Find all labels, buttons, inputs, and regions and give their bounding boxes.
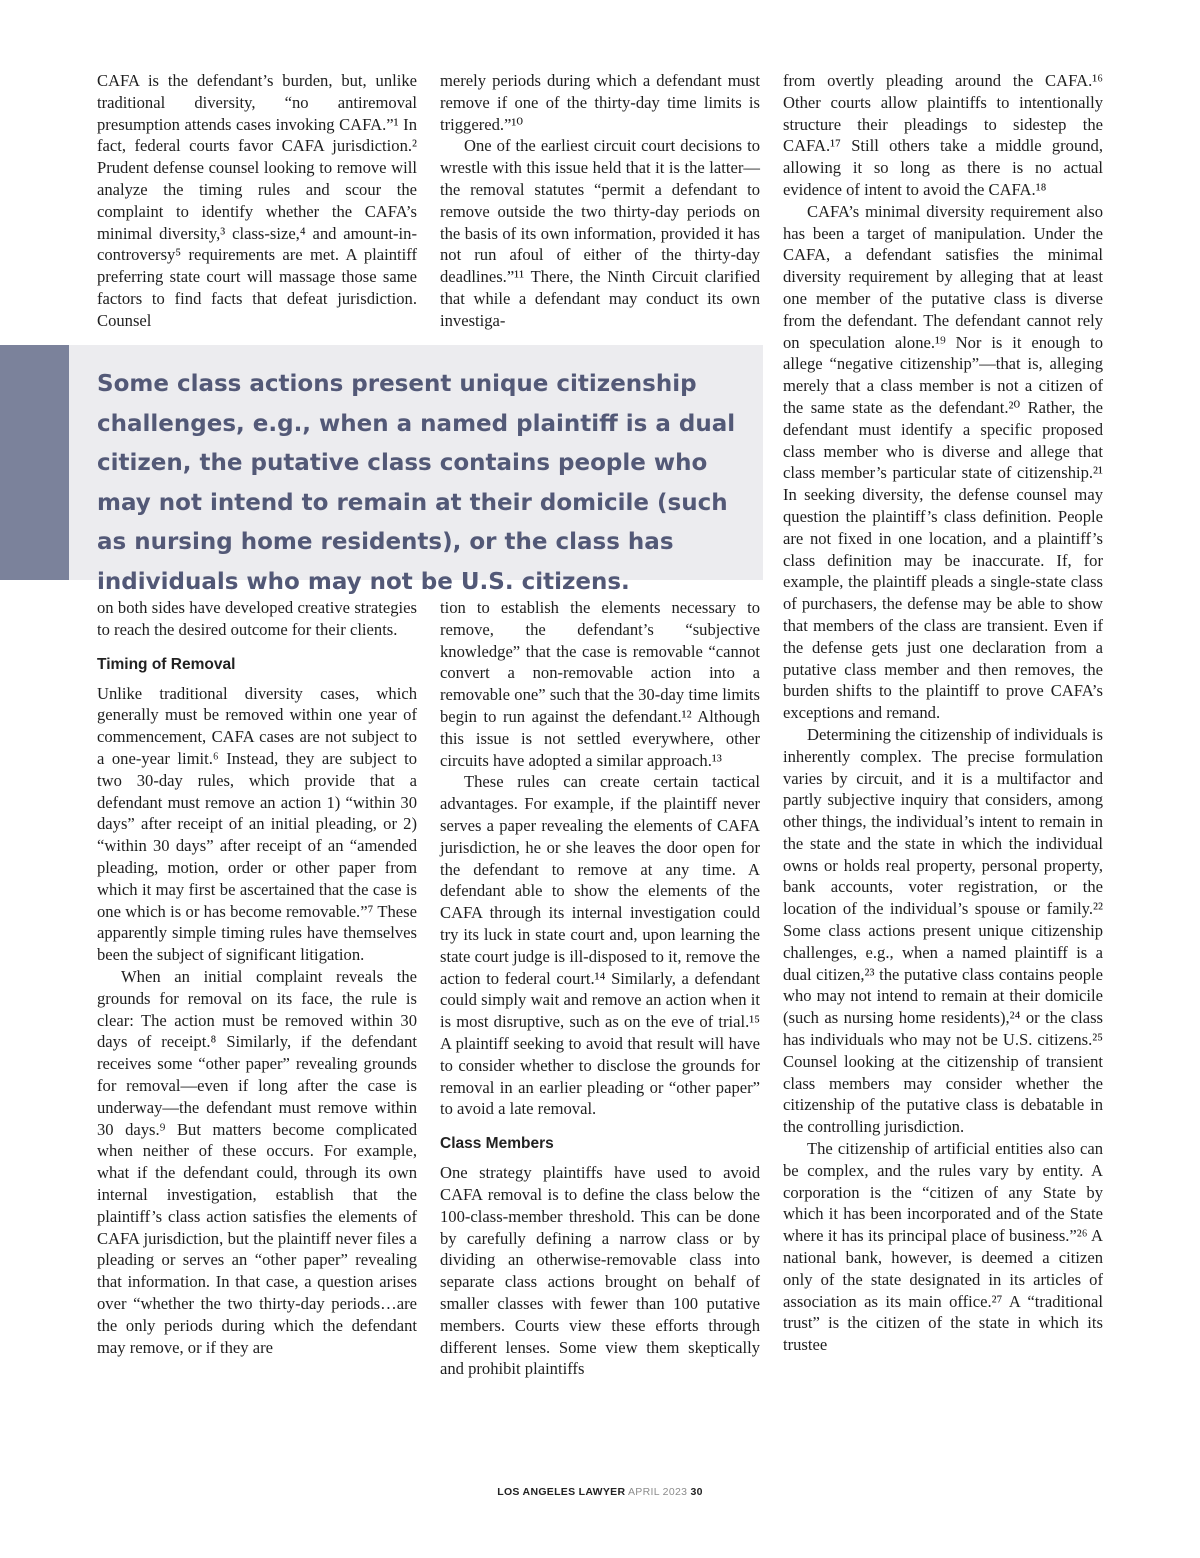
page-number: 30 bbox=[690, 1486, 703, 1498]
issue-date: APRIL 2023 bbox=[628, 1486, 688, 1498]
column-3 bbox=[783, 70, 1103, 1356]
paragraph: from overtly pleading around the CAFA.¹⁶ Other courts allow plaintiffs to intentionally structure their pleadings to sidestep the CAFA.¹⁷ Still others take a middle ground, allowing it so long as there is no actual evidence of intent to avoid the CAFA.¹⁸ bbox=[783, 71, 1103, 199]
paragraph: merely periods during which a defendant must remove if one of the thirty-day time limits is triggered.”¹⁰ bbox=[440, 71, 760, 134]
page-footer bbox=[0, 1486, 1200, 1498]
column-1-bottom bbox=[97, 597, 417, 1358]
paragraph: The citizenship of artificial entities also can be complex, and the rules vary by entity. A corporation is the “citizen of any State by which it has been incorporated and of the State where it has its principal place of business.”²⁶ A national bank, however, is deemed a citizen only of the state designated in its articles of association as its main office.²⁷ A “traditional trust” is the citizen of the state in which its trustee bbox=[783, 1139, 1103, 1355]
column-2-top bbox=[440, 70, 760, 332]
paragraph: These rules can create certain tactical advantages. For example, if the plaintiff never serves a paper revealing the elements of CAFA jurisdiction, he or she leaves the door open for the defendant to remove at any time. A defendant able to show the elements of the CAFA through its internal investigation could try its luck in state court and, upon learning the state court judge is ill-disposed to it, remove the action to federal court.¹⁴ Similarly, a defendant could simply wait and remove an action when it is most disruptive, such as on the eve of trial.¹⁵ A plaintiff seeking to avoid that result will have to consider whether to disclose the grounds for removal in an earlier pleading or “other paper” to avoid a late removal. bbox=[440, 772, 760, 1119]
column-2-bottom bbox=[440, 597, 760, 1380]
paragraph: One of the earliest circuit court decisions to wrestle with this issue held that it is the latter—the removal statutes “permit a defendant to remove outside the two thirty-day periods on the basis of its own information, provided it has not run afoul of either of the thirty-day deadlines.”¹¹ There, the Ninth Circuit clarified that while a defendant may conduct its own investiga- bbox=[440, 136, 760, 330]
paragraph: CAFA’s minimal diversity requirement also has been a target of manipulation. Under the CAFA, a defendant satisfies the minimal diversity requirement by alleging that at least one member of the putative class is diverse from the defendant. The defendant cannot rely on speculation alone.¹⁹ Nor is it enough to allege “negative citizenship”—that is, alleging merely that a class member is not a citizen of the same state as the defendant.²⁰ Rather, the defendant must identify a specific proposed class member who is diverse and allege that class member’s particular state of citizenship.²¹ In seeking diversity, the defense counsel may question the plaintiff’s class definition. People are not fixed in one location, and a plaintiff’s class definition may be inaccurate. If, for example, the plaintiff pleads a single-state class of purchasers, the defense may be able to show that members of the class are transient. Even if the defense gets just one declaration from a putative class member and then removes, the burden shifts to the plaintiff to prove CAFA’s exceptions and remand. bbox=[783, 201, 1103, 723]
column-1-top bbox=[97, 70, 417, 332]
paragraph: One strategy plaintiffs have used to avoid CAFA removal is to define the class below the 100-class-member threshold. This can be done by carefully defining a narrow class or by dividing an otherwise-removable class into separate class actions brought on behalf of smaller classes with fewer than 100 putative members. Courts view these efforts through different lenses. Some view them skeptically and prohibit plaintiffs bbox=[440, 1163, 760, 1379]
paragraph: tion to establish the elements necessary to remove, the defendant’s “subjective knowledge” that the case is removable “cannot convert a non-removable action into a removable one” such that the 30-day time limits begin to run against the defendant.¹² Although this issue is not settled everywhere, other circuits have adopted a similar approach.¹³ bbox=[440, 598, 760, 770]
paragraph: CAFA is the defendant’s burden, but, unlike traditional diversity, “no antiremoval presumption attends cases invoking CAFA.”¹ In fact, federal courts favor CAFA jurisdiction.² Prudent defense counsel looking to remove will analyze the timing rules and scour the complaint to identify whether the CAFA’s minimal diversity,³ class-size,⁴ and amount-in-controversy⁵ requirements are met. A plaintiff preferring state court will massage those same factors to find facts that defeat jurisdiction. Counsel bbox=[97, 71, 417, 330]
paragraph: When an initial complaint reveals the grounds for removal on its face, the rule is clear: The action must be removed within 30 days of receipt.⁸ Similarly, if the defendant receives some “other paper” revealing grounds for removal—even if long after the case is underway—the defendant must remove within 30 days.⁹ But matters become complicated when neither of these occurs. For example, what if the defendant could, through its own internal investigation, establish that the plaintiff’s class action satisfies the elements of CAFA jurisdiction, but the plaintiff never files a pleading or serves an “other paper” revealing that information. In that case, a question arises over “whether the two thirty-day periods…are the only periods during which the defendant may remove, or if they are bbox=[97, 966, 417, 1357]
pull-quote-accent-bar bbox=[0, 345, 69, 580]
paragraph: Unlike traditional diversity cases, which generally must be removed within one year of commencement, CAFA cases are not subject to a one-year limit.⁶ Instead, they are subject to two 30-day rules, which provide that a defendant must remove an action 1) “within 30 days” after receipt of an initial pleading, or 2) “within 30 days” after receipt of an “amended pleading, motion, order or other paper from which it may first be ascertained that the case is one which is or has become removable.”⁷ These apparently simple timing rules have themselves been the subject of significant litigation. bbox=[97, 683, 417, 965]
paragraph: Determining the citizenship of individuals is inherently complex. The precise formulation varies by circuit, and it is a multifactor and partly subjective inquiry that considers, among other things, the individual’s intent to remain in the state and the state in which the individual owns or holds real property, personal property, bank accounts, voter registration, or the location of the individual’s spouse or family.²² Some class actions present unique citizenship challenges, e.g., when a named plaintiff is a dual citizen,²³ the putative class contains people who may not intend to remain at their domicile (such as nursing home residents),²⁴ or the class has individuals who may not be U.S. citizens.²⁵ Counsel looking at the citizenship of transient class members may consider whether the citizenship of the putative class is debatable in the controlling jurisdiction. bbox=[783, 724, 1103, 1137]
publication-name: LOS ANGELES LAWYER bbox=[497, 1486, 626, 1498]
section-heading-timing: Timing of Removal bbox=[97, 655, 236, 673]
paragraph: on both sides have developed creative strategies to reach the desired outcome for their clients. bbox=[97, 598, 417, 639]
pull-quote-box bbox=[0, 345, 763, 595]
section-heading-class-members: Class Members bbox=[440, 1135, 554, 1153]
pull-quote-text: Some class actions present unique citizenship challenges, e.g., when a named plaintiff is a dual citizen, the putative class contains people who may not intend to remain at their domicile (such as nursing home residents), or the class has individuals who may not be U.S. citizens. bbox=[97, 371, 736, 595]
